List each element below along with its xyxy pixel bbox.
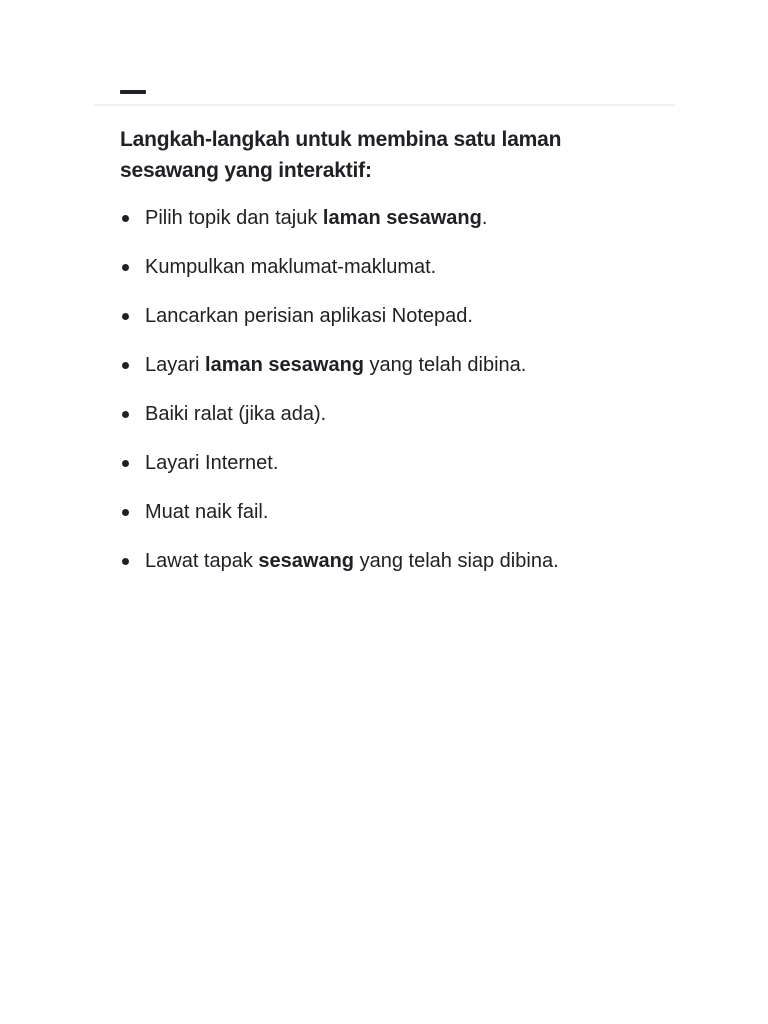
step-item (120, 204, 680, 232)
bullet-icon (122, 264, 129, 271)
step-item (120, 547, 680, 575)
steps-list (120, 204, 680, 575)
heading-line-1: Langkah-langkah untuk membina satu laman (120, 128, 562, 151)
step-text: Lancarkan perisian aplikasi Notepad. (145, 305, 473, 327)
step-text: yang telah siap dibina. (354, 550, 559, 572)
step-text: Baiki ralat (jika ada). (145, 403, 327, 425)
step-text: Layari (145, 354, 206, 376)
bullet-icon (122, 215, 129, 222)
step-item (120, 498, 680, 526)
heading-line-2: sesawang yang interaktif: (120, 159, 372, 182)
step-text-bold: laman sesawang (322, 207, 482, 229)
step-text: Muat naik fail. (145, 501, 269, 523)
step-text: Layari Internet. (145, 452, 279, 474)
step-item (120, 449, 680, 477)
step-text: Lawat tapak (145, 550, 259, 572)
step-text: . (481, 207, 488, 229)
bullet-icon (122, 460, 129, 467)
document-content (120, 124, 680, 596)
header-divider (94, 104, 675, 106)
step-item (120, 400, 680, 428)
bullet-icon (122, 362, 129, 369)
step-text-bold: sesawang (258, 550, 355, 572)
step-text: yang telah dibina. (364, 354, 527, 376)
page-heading (120, 124, 680, 186)
bullet-icon (122, 313, 129, 320)
menu-dash-icon (120, 90, 146, 94)
step-text: Pilih topik dan tajuk (145, 207, 323, 229)
bullet-icon (122, 411, 129, 418)
bullet-icon (122, 509, 129, 516)
step-text: Kumpulkan maklumat-maklumat. (145, 256, 437, 278)
step-item (120, 351, 680, 379)
step-item (120, 253, 680, 281)
step-text-bold: laman sesawang (205, 354, 364, 376)
bullet-icon (122, 558, 129, 565)
step-item (120, 302, 680, 330)
